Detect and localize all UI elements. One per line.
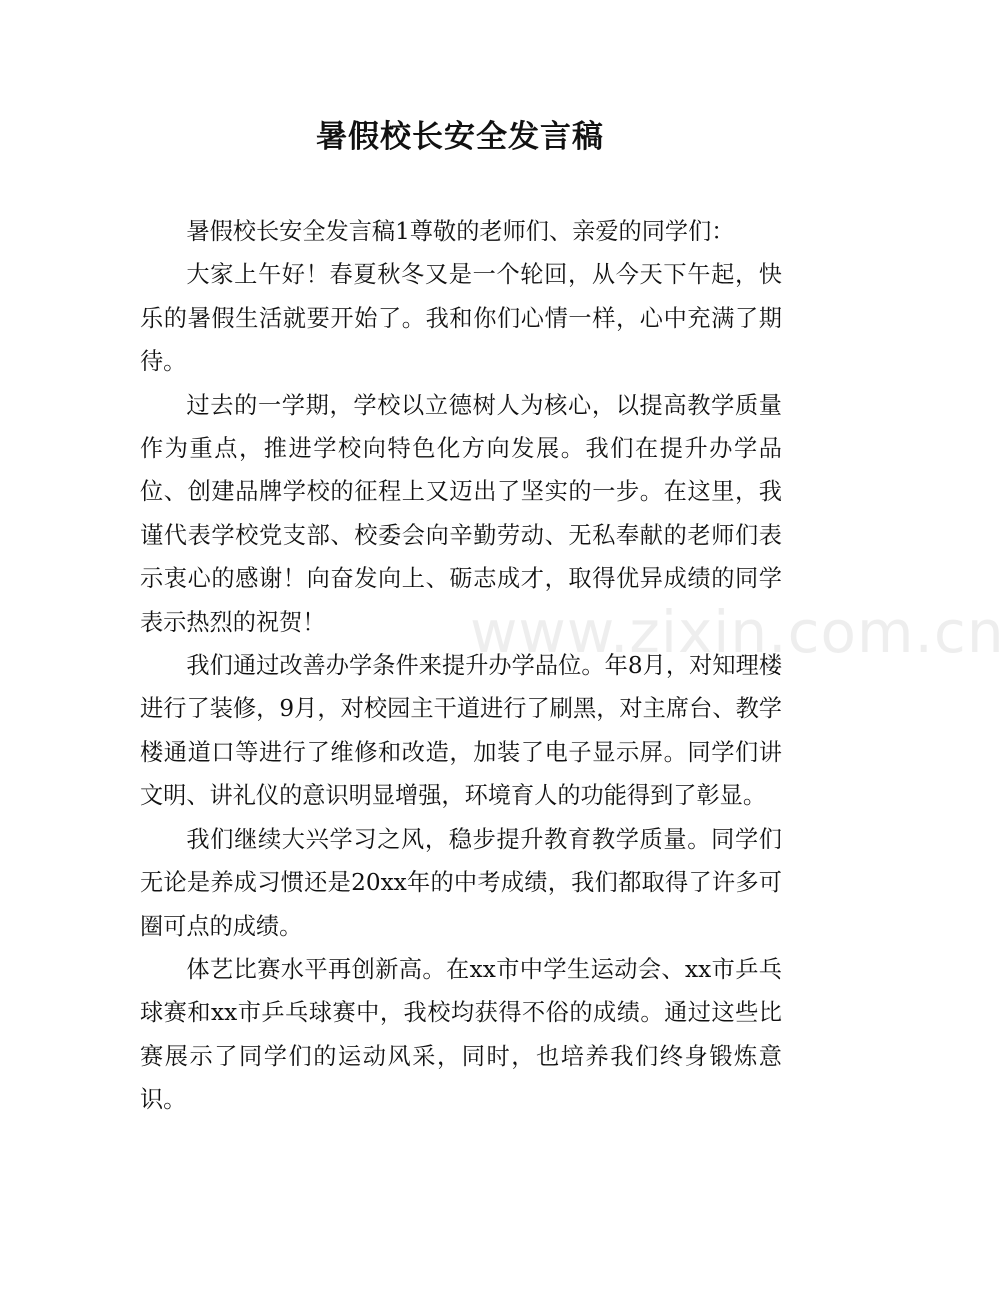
paragraph-5: 我们继续大兴学习之风，稳步提升教育教学质量。同学们无论是养成习惯还是20xx年的中考成绩，我们都取得了许多可圈可点的成绩。 [140,825,782,940]
paragraph-3: 过去的一学期，学校以立德树人为核心，以提高教学质量作为重点，推进学校向特色化方向发展。我们在提升办学品位、创建品牌学校的征程上又迈出了坚实的一步。在这里，我谨代表学校党支部、校委会向辛勤劳动、无私奉献的老师们表示衷心的感谢！向奋发向上、砺志成才，取得优异成绩的同学表示热烈的祝贺！ [140,391,782,636]
paragraph-2: 大家上午好！春夏秋冬又是一个轮回，从今天下午起，快乐的暑假生活就要开始了。我和你们心情一样，心中充满了期待。 [140,261,782,376]
document-body [140,210,782,1122]
paragraph-6: 体艺比赛水平再创新高。在xx市中学生运动会、xx市乒乓球赛和xx市乒乓球赛中，我校均获得不俗的成绩。通过这些比赛展示了同学们的运动风采，同时，也培养我们终身锻炼意识。 [140,955,782,1114]
paragraph-4: 我们通过改善办学条件来提升办学品位。年8月，对知理楼进行了装修，9月，对校园主干道进行了刷黑，对主席台、教学楼通道口等进行了维修和改造，加装了电子显示屏。同学们讲文明、讲礼仪的意识明显增强，环境育人的功能得到了彰显。 [140,652,782,810]
watermark: www.zixin.com.cn [470,598,1005,666]
document-title: 暑假校长安全发言稿 [316,119,604,155]
paragraph-1: 暑假校长安全发言稿1尊敬的老师们、亲爱的同学们： [186,218,735,245]
